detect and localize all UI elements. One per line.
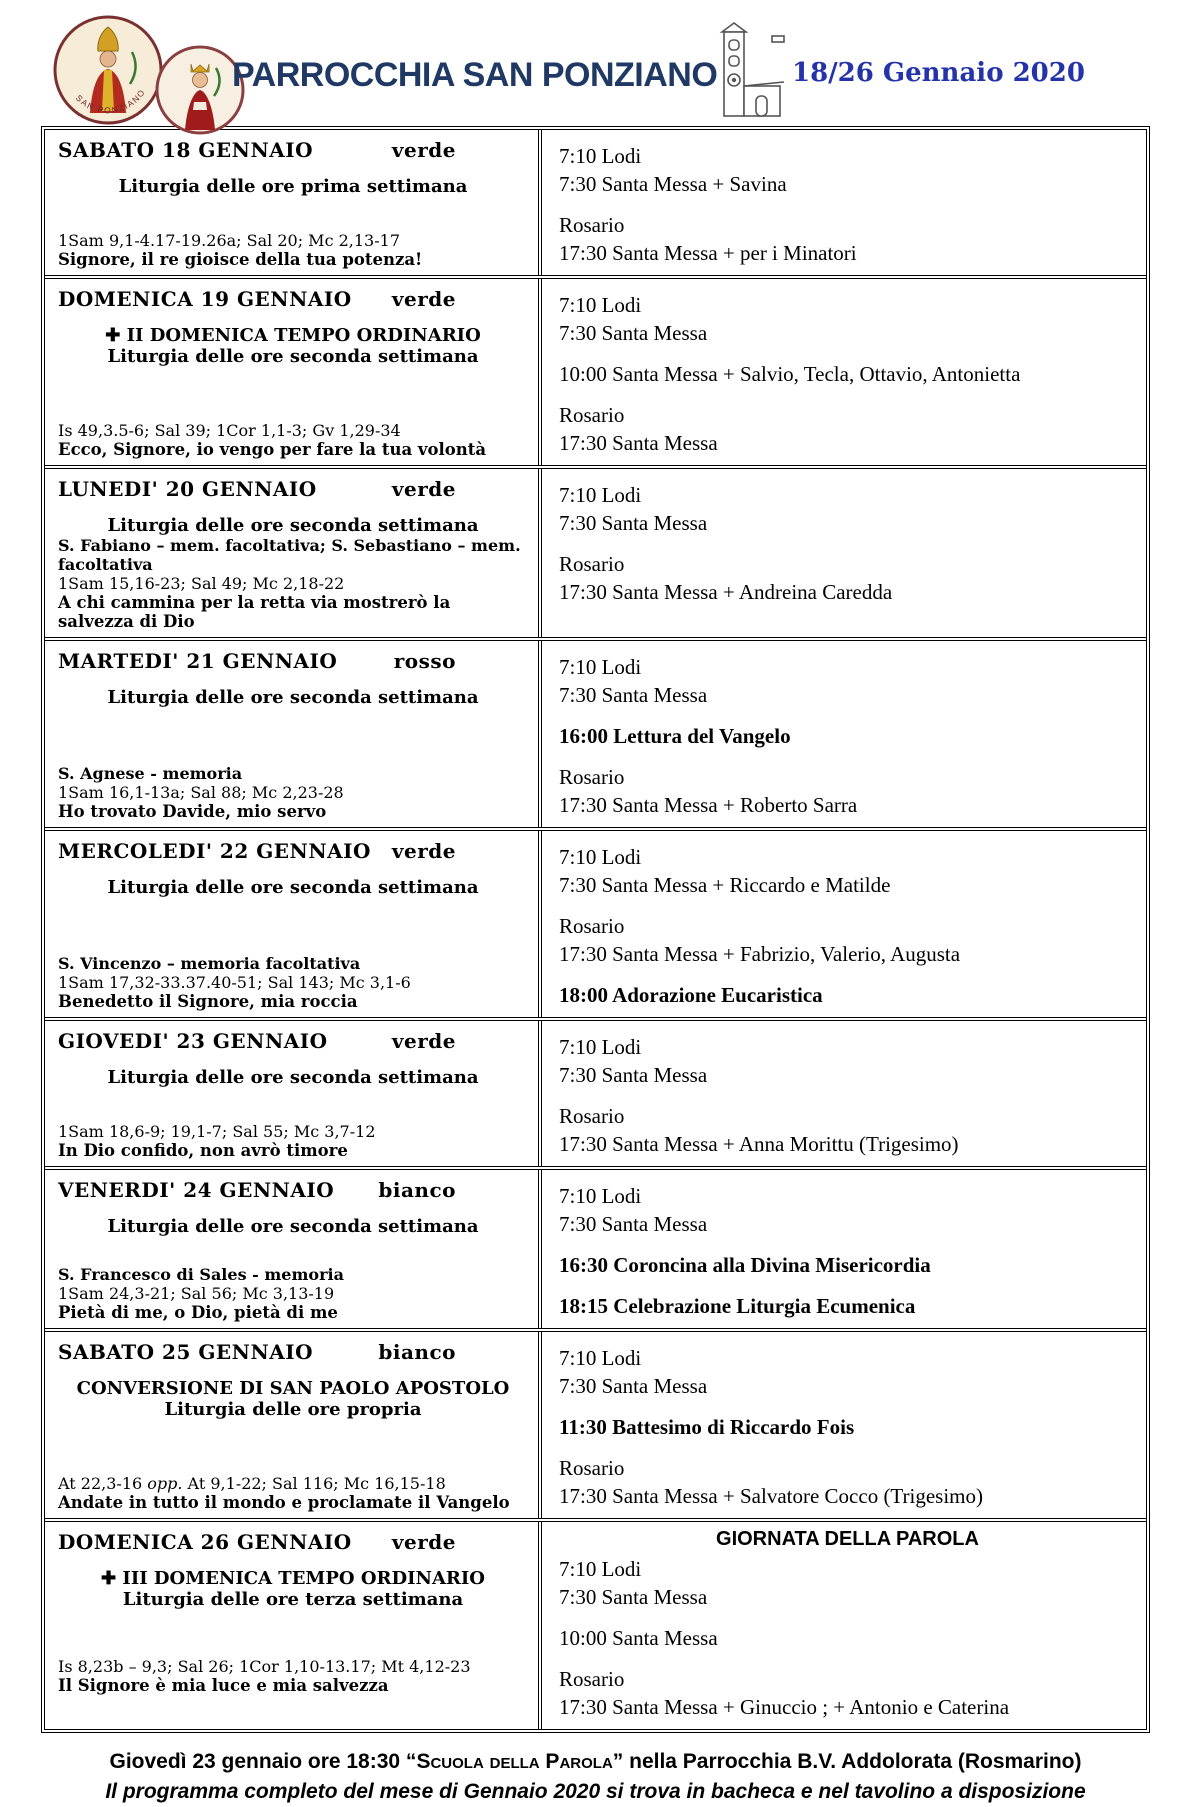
schedule-item: 7:30 Santa Messa xyxy=(559,1063,708,1087)
readings-post: At 9,1-22; Sal 116; Mc 16,15-18 xyxy=(182,1474,446,1493)
liturgia-line: Liturgia delle ore seconda settimana xyxy=(107,346,479,367)
day-row-sabato-18 xyxy=(45,130,1146,279)
schedule-item: Rosario xyxy=(559,1667,625,1691)
readings-line: 1Sam 9,1-4.17-19.26a; Sal 20; Mc 2,13-17 xyxy=(58,231,400,250)
schedule-item: 17:30 Santa Messa + Salvatore Cocco (Trigesimo) xyxy=(559,1484,984,1508)
feast-text: II DOMENICA TEMPO ORDINARIO xyxy=(126,325,481,346)
schedule-item: 17:30 Santa Messa + per i Minatori xyxy=(559,241,857,265)
readings-italic: opp. xyxy=(147,1474,183,1493)
date-range: 18/26 Gennaio 2020 xyxy=(792,58,1085,88)
schedule-item: 11:30 Battesimo di Riccardo Fois xyxy=(559,1415,855,1439)
schedule-item: 7:10 Lodi xyxy=(559,1557,642,1581)
schedule-item: 7:30 Santa Messa xyxy=(559,321,708,345)
liturgia-line: Liturgia delle ore seconda settimana xyxy=(107,1067,479,1088)
liturgical-color: verde xyxy=(391,1530,456,1554)
day-row-domenica-19 xyxy=(45,279,1146,469)
footer-line1-smallcaps: Scuola della Parola xyxy=(416,1750,613,1773)
liturgical-color: bianco xyxy=(378,1178,456,1202)
logo-caption: SAN PONZIANO xyxy=(73,86,148,116)
schedule-item: 10:00 Santa Messa + Salvio, Tecla, Ottavio, Antonietta xyxy=(559,362,1021,386)
psalm-response: Andate in tutto il mondo e proclamate il Vangelo xyxy=(58,1493,510,1512)
schedule-cell xyxy=(542,279,1146,465)
day-info-cell xyxy=(45,1332,542,1518)
footer-notes xyxy=(0,1747,1191,1807)
schedule-cell xyxy=(542,130,1146,275)
psalm-response: Benedetto il Signore, mia roccia xyxy=(58,992,358,1011)
liturgia-line: Liturgia delle ore terza settimana xyxy=(122,1589,464,1610)
schedule-item: 17:30 Santa Messa xyxy=(559,431,718,455)
cross-icon: ✚ xyxy=(105,325,121,346)
schedule-cell xyxy=(542,469,1146,637)
schedule-item: Rosario xyxy=(559,552,625,576)
schedule-item: 7:10 Lodi xyxy=(559,1184,642,1208)
day-label: SABATO 18 GENNAIO xyxy=(58,138,314,162)
psalm-response: Pietà di me, o Dio, pietà di me xyxy=(58,1303,338,1322)
schedule-item: 18:00 Adorazione Eucaristica xyxy=(559,983,823,1007)
schedule-item: 7:30 Santa Messa xyxy=(559,683,708,707)
schedule-item: 7:30 Santa Messa xyxy=(559,1212,708,1236)
liturgical-color: bianco xyxy=(378,1340,456,1364)
schedule-item: 16:00 Lettura del Vangelo xyxy=(559,724,791,748)
liturgia-line: Liturgia delle ore seconda settimana xyxy=(107,687,479,708)
psalm-response: Ecco, Signore, io vengo per fare la tua volontà xyxy=(58,440,487,459)
day-label: GIOVEDI' 23 GENNAIO xyxy=(58,1029,328,1053)
schedule-item: Rosario xyxy=(559,1104,625,1128)
day-row-domenica-26 xyxy=(45,1522,1146,1729)
liturgical-color: verde xyxy=(391,839,456,863)
psalm-response: Ho trovato Davide, mio servo xyxy=(58,802,327,821)
day-label: MARTEDI' 21 GENNAIO xyxy=(58,649,338,673)
day-label: LUNEDI' 20 GENNAIO xyxy=(58,477,317,501)
schedule-item: 17:30 Santa Messa + Ginuccio ; + Antonio e Caterina xyxy=(559,1695,1010,1719)
schedule-item: 17:30 Santa Messa + Roberto Sarra xyxy=(559,793,858,817)
psalm-response: Signore, il re gioisce della tua potenza! xyxy=(58,250,423,269)
schedule-item: 7:10 Lodi xyxy=(559,293,642,317)
schedule-cell xyxy=(542,1021,1146,1166)
schedule-item: 7:10 Lodi xyxy=(559,845,642,869)
footer-line1-post: ” nella Parrocchia B.V. Addolorata (Rosmarino) xyxy=(612,1750,1082,1773)
saint-memorial: S. Francesco di Sales - memoria xyxy=(58,1265,344,1284)
readings-line xyxy=(58,1474,528,1493)
day-row-giovedi-23 xyxy=(45,1021,1146,1170)
page-title: PARROCCHIA SAN PONZIANO xyxy=(232,56,718,94)
schedule-item: Rosario xyxy=(559,914,625,938)
liturgical-color: verde xyxy=(391,287,456,311)
readings-line: 1Sam 24,3-21; Sal 56; Mc 3,13-19 xyxy=(58,1284,335,1303)
readings-line: Is 49,3.5-6; Sal 39; 1Cor 1,1-3; Gv 1,29-34 xyxy=(58,421,401,440)
schedule-item: 7:30 Santa Messa + Savina xyxy=(559,172,787,196)
schedule-item: 10:00 Santa Messa xyxy=(559,1626,718,1650)
schedule-item: Rosario xyxy=(559,765,625,789)
liturgia-line: Liturgia delle ore seconda settimana xyxy=(107,515,479,536)
feast-text: III DOMENICA TEMPO ORDINARIO xyxy=(122,1568,485,1589)
schedule-item: Rosario xyxy=(559,213,625,237)
church-tower-icon xyxy=(706,22,794,124)
schedule-item: 7:30 Santa Messa xyxy=(559,511,708,535)
psalm-response: A chi cammina per la retta via mostrerò la salvezza di Dio xyxy=(58,593,451,631)
schedule-item: Rosario xyxy=(559,1456,625,1480)
schedule-item: 7:10 Lodi xyxy=(559,655,642,679)
day-row-lunedi-20 xyxy=(45,469,1146,641)
readings-pre: At 22,3-16 xyxy=(58,1474,148,1493)
special-day-header: GIORNATA DELLA PAROLA xyxy=(716,1528,979,1550)
feast-title: CONVERSIONE DI SAN PAOLO APOSTOLO xyxy=(76,1378,510,1399)
schedule-item: 7:10 Lodi xyxy=(559,1035,642,1059)
parish-logos xyxy=(52,12,262,124)
psalm-response: Il Signore è mia luce e mia salvezza xyxy=(58,1676,389,1695)
calendar-table xyxy=(41,126,1150,1733)
schedule-cell xyxy=(542,831,1146,1017)
schedule-cell xyxy=(542,1332,1146,1518)
day-info-cell xyxy=(45,831,542,1017)
day-info-cell xyxy=(45,279,542,465)
psalm-response: In Dio confido, non avrò timore xyxy=(58,1141,348,1160)
saint-memorial: S. Fabiano – mem. facoltativa; S. Sebastiano – mem. facoltativa xyxy=(58,536,521,574)
day-row-mercoledi-22 xyxy=(45,831,1146,1021)
schedule-item: 7:30 Santa Messa xyxy=(559,1374,708,1398)
page-header xyxy=(0,0,1191,126)
day-info-cell xyxy=(45,641,542,827)
feast-title xyxy=(58,325,528,346)
day-label: DOMENICA 26 GENNAIO xyxy=(58,1530,352,1554)
day-label: VENERDI' 24 GENNAIO xyxy=(58,1178,335,1202)
day-info-cell xyxy=(45,1522,542,1729)
schedule-item: 7:30 Santa Messa xyxy=(559,1585,708,1609)
schedule-item: 7:30 Santa Messa + Riccardo e Matilde xyxy=(559,873,891,897)
day-info-cell xyxy=(45,1170,542,1328)
liturgia-line: Liturgia delle ore seconda settimana xyxy=(107,877,479,898)
liturgia-line: Liturgia delle ore propria xyxy=(164,1399,422,1420)
schedule-item: 17:30 Santa Messa + Anna Morittu (Trigesimo) xyxy=(559,1132,959,1156)
schedule-item: 7:10 Lodi xyxy=(559,1346,642,1370)
schedule-cell xyxy=(542,641,1146,827)
schedule-cell xyxy=(542,1522,1146,1729)
schedule-item: 18:15 Celebrazione Liturgia Ecumenica xyxy=(559,1294,916,1318)
schedule-item: 17:30 Santa Messa + Andreina Caredda xyxy=(559,580,893,604)
schedule-item: 16:30 Coroncina alla Divina Misericordia xyxy=(559,1253,931,1277)
schedule-item: 7:10 Lodi xyxy=(559,144,642,168)
readings-line: 1Sam 18,6-9; 19,1-7; Sal 55; Mc 3,7-12 xyxy=(58,1122,376,1141)
day-info-cell xyxy=(45,130,542,275)
readings-line: 1Sam 16,1-13a; Sal 88; Mc 2,23-28 xyxy=(58,783,344,802)
readings-line: 1Sam 15,16-23; Sal 49; Mc 2,18-22 xyxy=(58,574,345,593)
day-row-martedi-21 xyxy=(45,641,1146,831)
day-label: SABATO 25 GENNAIO xyxy=(58,1340,314,1364)
liturgia-line: Liturgia delle ore seconda settimana xyxy=(107,1216,479,1237)
day-label: DOMENICA 19 GENNAIO xyxy=(58,287,352,311)
liturgical-color: verde xyxy=(391,1029,456,1053)
readings-line: Is 8,23b – 9,3; Sal 26; 1Cor 1,10-13.17; Mt 4,12-23 xyxy=(58,1657,471,1676)
day-row-venerdi-24 xyxy=(45,1170,1146,1332)
liturgical-color: verde xyxy=(391,477,456,501)
day-row-sabato-25 xyxy=(45,1332,1146,1522)
schedule-item: 7:10 Lodi xyxy=(559,483,642,507)
schedule-item: Rosario xyxy=(559,403,625,427)
footer-line1-pre: Giovedì 23 gennaio ore 18:30 “ xyxy=(109,1750,417,1773)
san-ponziano-logo xyxy=(52,14,164,126)
feast-title xyxy=(58,1568,528,1589)
readings-line: 1Sam 17,32-33.37.40-51; Sal 143; Mc 3,1-6 xyxy=(58,973,411,992)
day-info-cell xyxy=(45,469,542,637)
day-label: MERCOLEDI' 22 GENNAIO xyxy=(58,839,371,863)
liturgical-color: rosso xyxy=(393,649,456,673)
saint-memorial: S. Vincenzo – memoria facoltativa xyxy=(58,954,361,973)
footer-line-2: Il programma completo del mese di Gennaio 2020 si trova in bacheca e nel tavolino a disposizione xyxy=(105,1780,1086,1803)
schedule-cell xyxy=(542,1170,1146,1328)
liturgia-line: Liturgia delle ore prima settimana xyxy=(118,176,468,197)
liturgical-color: verde xyxy=(391,138,456,162)
saint-memorial: S. Agnese - memoria xyxy=(58,764,243,783)
footer-line-1 xyxy=(0,1747,1191,1777)
cross-icon: ✚ xyxy=(101,1568,117,1589)
day-info-cell xyxy=(45,1021,542,1166)
schedule-item: 17:30 Santa Messa + Fabrizio, Valerio, Augusta xyxy=(559,942,961,966)
